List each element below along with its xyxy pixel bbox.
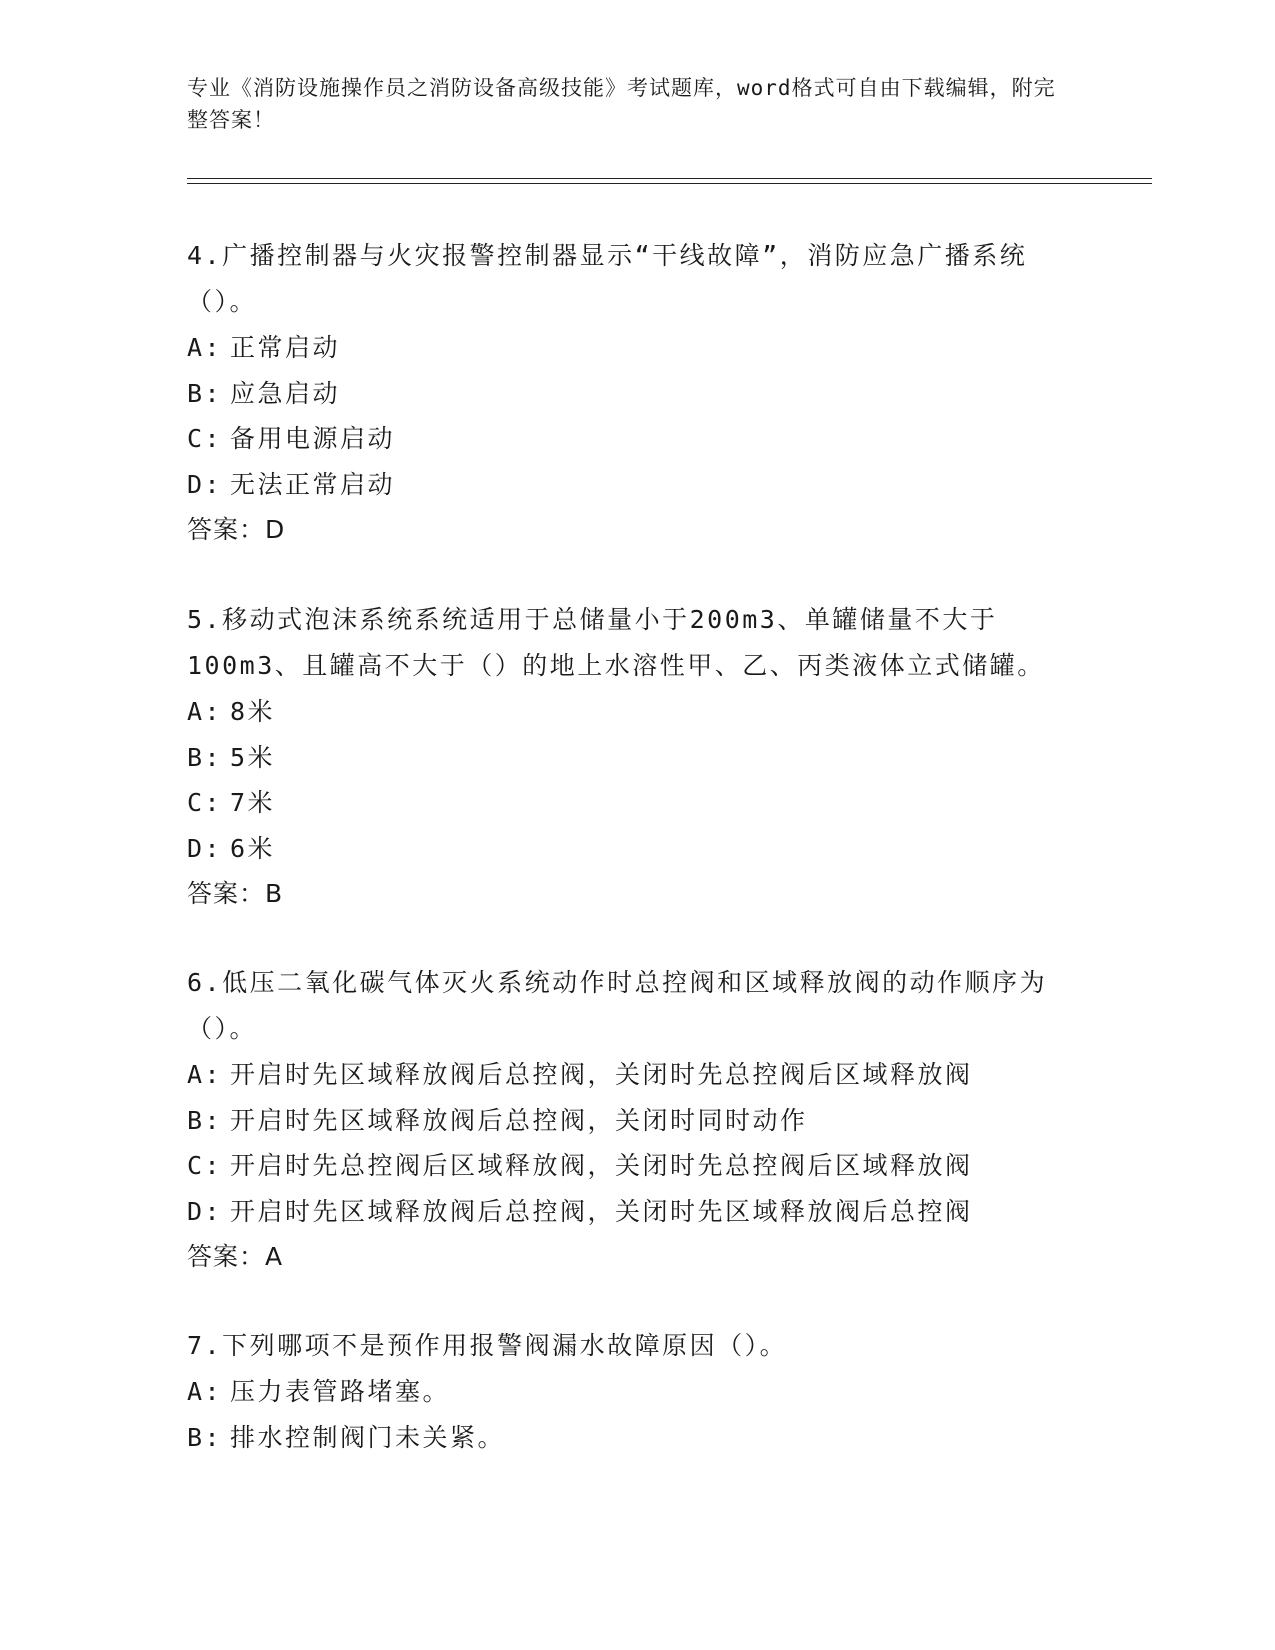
option-text: 应急启动 xyxy=(230,378,341,408)
option-key: A: xyxy=(187,697,223,726)
question-stem: 6.低压二氧化碳气体灭火系统动作时总控阀和区域释放阀的动作顺序为（）。 xyxy=(187,968,1048,1043)
option-a xyxy=(187,689,1067,735)
option-text: 排水控制阀门未关紧。 xyxy=(230,1422,506,1452)
option-text: 无法正常启动 xyxy=(230,469,396,499)
option-text: 开启时先区域释放阀后总控阀，关闭时先总控阀后区域释放阀 xyxy=(230,1060,973,1089)
option-a xyxy=(187,325,1067,371)
question-stem: 7.下列哪项不是预作用报警阀漏水故障原因（）。 xyxy=(187,1331,788,1360)
option-key: C: xyxy=(187,788,223,817)
option-c xyxy=(187,780,1067,826)
option-b xyxy=(187,371,1067,417)
option-text: 正常启动 xyxy=(230,333,341,362)
option-key: D: xyxy=(187,469,223,499)
option-key: B: xyxy=(187,1422,223,1452)
question-stem: 4.广播控制器与火灾报警控制器显示“干线故障”，消防应急广播系统（）。 xyxy=(187,241,1028,316)
option-text: 6米 xyxy=(230,833,276,863)
option-b xyxy=(187,735,1067,781)
option-key: C: xyxy=(187,424,223,453)
option-key: D: xyxy=(187,833,223,863)
question-block xyxy=(187,597,1067,917)
option-key: B: xyxy=(187,378,223,408)
option-key: A: xyxy=(187,333,223,362)
option-d xyxy=(187,1189,1067,1235)
option-b xyxy=(187,1415,1067,1461)
option-a xyxy=(187,1052,1067,1098)
option-b xyxy=(187,1098,1067,1144)
answer-line: 答案：D xyxy=(187,515,286,544)
header-divider xyxy=(187,178,1152,179)
option-key: D: xyxy=(187,1196,223,1226)
question-block xyxy=(187,233,1067,553)
option-text: 5米 xyxy=(230,742,276,772)
option-text: 压力表管路堵塞。 xyxy=(230,1377,451,1406)
option-text: 开启时先区域释放阀后总控阀，关闭时同时动作 xyxy=(230,1105,808,1135)
document-header: 专业《消防设施操作员之消防设备高级技能》考试题库，word格式可自由下载编辑，附完整答案！ xyxy=(187,76,1056,132)
option-text: 7米 xyxy=(230,788,276,817)
answer-line: 答案：A xyxy=(187,1242,284,1271)
option-text: 开启时先总控阀后区域释放阀，关闭时先总控阀后区域释放阀 xyxy=(230,1151,973,1180)
option-text: 8米 xyxy=(230,697,276,726)
option-d xyxy=(187,462,1067,508)
answer-line: 答案：B xyxy=(187,879,284,908)
question-block xyxy=(187,960,1067,1280)
header-divider xyxy=(187,183,1152,184)
option-a xyxy=(187,1369,1067,1415)
option-key: B: xyxy=(187,1105,223,1135)
option-key: A: xyxy=(187,1060,223,1089)
option-c xyxy=(187,416,1067,462)
option-text: 开启时先区域释放阀后总控阀，关闭时先区域释放阀后总控阀 xyxy=(230,1196,973,1226)
option-d xyxy=(187,826,1067,872)
option-c xyxy=(187,1143,1067,1189)
question-block xyxy=(187,1323,1067,1460)
option-text: 备用电源启动 xyxy=(230,424,396,453)
option-key: A: xyxy=(187,1377,223,1406)
option-key: B: xyxy=(187,742,223,772)
question-stem: 5.移动式泡沫系统系统适用于总储量小于200m3、单罐储量不大于100m3、且罐高不大于（）的地上水溶性甲、乙、丙类液体立式储罐。 xyxy=(187,605,1045,680)
option-key: C: xyxy=(187,1151,223,1180)
